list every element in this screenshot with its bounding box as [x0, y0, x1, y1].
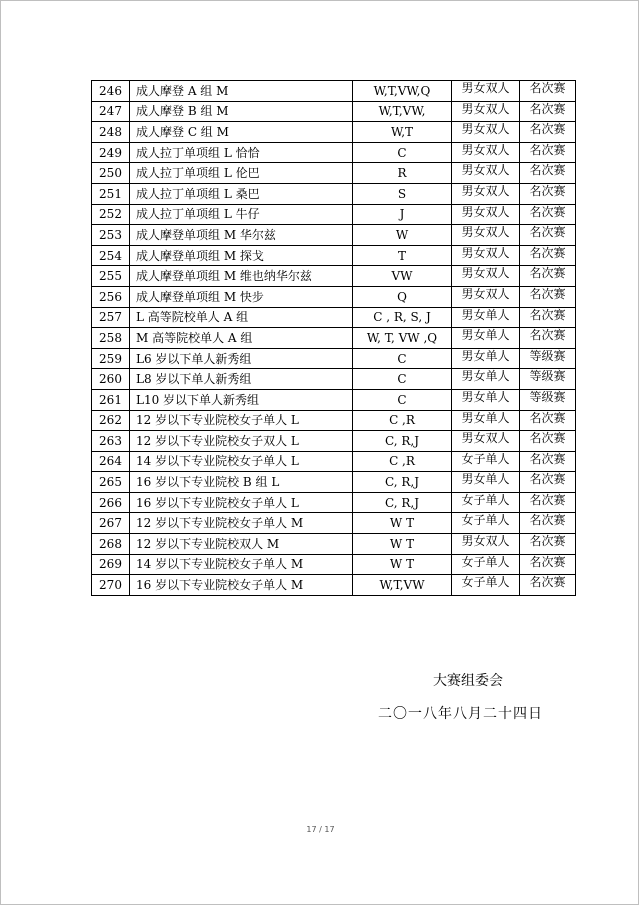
entry-type-cell: 男女双人	[452, 245, 520, 266]
table-row	[92, 328, 576, 349]
dances-cell: W T	[353, 554, 452, 575]
entry-type-cell: 男女双人	[452, 163, 520, 184]
entry-type-cell: 男女双人	[452, 142, 520, 163]
entry-type-cell: 男女双人	[452, 286, 520, 307]
entry-type-cell: 女子单人	[452, 554, 520, 575]
entry-type-cell: 男女双人	[452, 204, 520, 225]
table-row	[92, 575, 576, 596]
event-number-cell: 256	[92, 286, 130, 307]
entry-type-cell: 男女双人	[452, 183, 520, 204]
competition-kind-cell: 名次赛	[520, 431, 576, 452]
dances-cell: S	[353, 183, 452, 204]
competition-kind-cell: 名次赛	[520, 328, 576, 349]
event-name-cell: L8 岁以下单人新秀组	[130, 369, 353, 390]
table-row	[92, 122, 576, 143]
entry-type-cell: 男女单人	[452, 328, 520, 349]
dances-cell: C, R,J	[353, 431, 452, 452]
entry-type-cell: 男女双人	[452, 266, 520, 287]
dances-cell: W,T,VW,Q	[353, 81, 452, 102]
table-row	[92, 266, 576, 287]
table-row	[92, 472, 576, 493]
table-row	[92, 163, 576, 184]
event-number-cell: 261	[92, 389, 130, 410]
entry-type-cell: 男女双人	[452, 534, 520, 555]
event-name-cell: 16 岁以下专业院校女子单人 L	[130, 492, 353, 513]
event-number-cell: 268	[92, 534, 130, 555]
event-name-cell: 16 岁以下专业院校 B 组 L	[130, 472, 353, 493]
dances-cell: W,T,VW	[353, 575, 452, 596]
competition-kind-cell: 名次赛	[520, 307, 576, 328]
competition-kind-cell: 名次赛	[520, 410, 576, 431]
table-row	[92, 142, 576, 163]
event-number-cell: 269	[92, 554, 130, 575]
table-row	[92, 183, 576, 204]
event-name-cell: 成人摩登 B 组 M	[130, 101, 353, 122]
event-table-body	[92, 81, 576, 596]
event-number-cell: 247	[92, 101, 130, 122]
competition-kind-cell: 名次赛	[520, 101, 576, 122]
entry-type-cell: 女子单人	[452, 513, 520, 534]
event-name-cell: L10 岁以下单人新秀组	[130, 389, 353, 410]
table-row	[92, 389, 576, 410]
dances-cell: W T	[353, 534, 452, 555]
event-name-cell: L6 岁以下单人新秀组	[130, 348, 353, 369]
dances-cell: J	[353, 204, 452, 225]
event-name-cell: 14 岁以下专业院校女子单人 L	[130, 451, 353, 472]
competition-kind-cell: 名次赛	[520, 142, 576, 163]
entry-type-cell: 男女双人	[452, 81, 520, 102]
competition-kind-cell: 名次赛	[520, 122, 576, 143]
event-name-cell: 成人摩登单项组 M 华尔兹	[130, 225, 353, 246]
competition-kind-cell: 等级赛	[520, 369, 576, 390]
dances-cell: W, T, VW ,Q	[353, 328, 452, 349]
competition-kind-cell: 名次赛	[520, 534, 576, 555]
event-table	[91, 80, 576, 596]
event-name-cell: 成人摩登 C 组 M	[130, 122, 353, 143]
event-name-cell: 成人摩登单项组 M 快步	[130, 286, 353, 307]
competition-kind-cell: 名次赛	[520, 513, 576, 534]
event-name-cell: M 高等院校单人 A 组	[130, 328, 353, 349]
event-name-cell: 12 岁以下专业院校女子双人 L	[130, 431, 353, 452]
event-name-cell: 12 岁以下专业院校双人 M	[130, 534, 353, 555]
entry-type-cell: 男女单人	[452, 472, 520, 493]
competition-kind-cell: 名次赛	[520, 183, 576, 204]
dances-cell: VW	[353, 266, 452, 287]
event-number-cell: 263	[92, 431, 130, 452]
competition-kind-cell: 名次赛	[520, 575, 576, 596]
table-row	[92, 307, 576, 328]
entry-type-cell: 女子单人	[452, 451, 520, 472]
dances-cell: C	[353, 389, 452, 410]
event-name-cell: 成人摩登单项组 M 探戈	[130, 245, 353, 266]
event-name-cell: 成人拉丁单项组 L 恰恰	[130, 142, 353, 163]
dances-cell: C, R,J	[353, 472, 452, 493]
entry-type-cell: 男女双人	[452, 101, 520, 122]
dances-cell: W,T,VW,	[353, 101, 452, 122]
event-name-cell: 成人拉丁单项组 L 牛仔	[130, 204, 353, 225]
table-row	[92, 286, 576, 307]
table-row	[92, 431, 576, 452]
table-row	[92, 204, 576, 225]
event-name-cell: L 高等院校单人 A 组	[130, 307, 353, 328]
table-row	[92, 245, 576, 266]
document-date: 二〇一八年八月二十四日	[378, 706, 543, 722]
dances-cell: C	[353, 348, 452, 369]
competition-kind-cell: 名次赛	[520, 266, 576, 287]
dances-cell: T	[353, 245, 452, 266]
table-row	[92, 410, 576, 431]
entry-type-cell: 女子单人	[452, 575, 520, 596]
event-number-cell: 249	[92, 142, 130, 163]
competition-kind-cell: 名次赛	[520, 451, 576, 472]
table-row	[92, 492, 576, 513]
competition-kind-cell: 名次赛	[520, 245, 576, 266]
entry-type-cell: 男女单人	[452, 307, 520, 328]
event-number-cell: 250	[92, 163, 130, 184]
event-number-cell: 258	[92, 328, 130, 349]
event-name-cell: 12 岁以下专业院校女子单人 M	[130, 513, 353, 534]
event-number-cell: 257	[92, 307, 130, 328]
event-number-cell: 264	[92, 451, 130, 472]
table-row	[92, 534, 576, 555]
competition-kind-cell: 名次赛	[520, 472, 576, 493]
event-number-cell: 260	[92, 369, 130, 390]
entry-type-cell: 男女单人	[452, 348, 520, 369]
event-number-cell: 270	[92, 575, 130, 596]
event-number-cell: 259	[92, 348, 130, 369]
event-name-cell: 12 岁以下专业院校女子单人 L	[130, 410, 353, 431]
event-number-cell: 254	[92, 245, 130, 266]
entry-type-cell: 男女双人	[452, 431, 520, 452]
competition-kind-cell: 等级赛	[520, 348, 576, 369]
competition-kind-cell: 名次赛	[520, 81, 576, 102]
table-row	[92, 554, 576, 575]
dances-cell: C	[353, 369, 452, 390]
event-number-cell: 267	[92, 513, 130, 534]
organizer-signature: 大赛组委会	[433, 673, 503, 689]
event-name-cell: 成人拉丁单项组 L 伦巴	[130, 163, 353, 184]
competition-kind-cell: 名次赛	[520, 492, 576, 513]
page-number: 17 / 17	[306, 825, 335, 834]
dances-cell: C , R, S, J	[353, 307, 452, 328]
event-name-cell: 成人拉丁单项组 L 桑巴	[130, 183, 353, 204]
entry-type-cell: 男女双人	[452, 225, 520, 246]
table-row	[92, 369, 576, 390]
event-name-cell: 14 岁以下专业院校女子单人 M	[130, 554, 353, 575]
event-number-cell: 265	[92, 472, 130, 493]
entry-type-cell: 男女双人	[452, 122, 520, 143]
competition-kind-cell: 名次赛	[520, 204, 576, 225]
dances-cell: C, R,J	[353, 492, 452, 513]
event-number-cell: 253	[92, 225, 130, 246]
competition-kind-cell: 名次赛	[520, 554, 576, 575]
event-number-cell: 266	[92, 492, 130, 513]
event-number-cell: 246	[92, 81, 130, 102]
competition-kind-cell: 名次赛	[520, 286, 576, 307]
event-number-cell: 248	[92, 122, 130, 143]
table-row	[92, 348, 576, 369]
table-row	[92, 451, 576, 472]
competition-kind-cell: 名次赛	[520, 225, 576, 246]
entry-type-cell: 男女单人	[452, 410, 520, 431]
entry-type-cell: 男女单人	[452, 389, 520, 410]
event-number-cell: 262	[92, 410, 130, 431]
dances-cell: C	[353, 142, 452, 163]
dances-cell: R	[353, 163, 452, 184]
event-number-cell: 255	[92, 266, 130, 287]
entry-type-cell: 男女单人	[452, 369, 520, 390]
event-name-cell: 16 岁以下专业院校女子单人 M	[130, 575, 353, 596]
event-number-cell: 252	[92, 204, 130, 225]
table-row	[92, 225, 576, 246]
dances-cell: W	[353, 225, 452, 246]
table-row	[92, 101, 576, 122]
dances-cell: C ,R	[353, 410, 452, 431]
table-row	[92, 81, 576, 102]
dances-cell: Q	[353, 286, 452, 307]
event-name-cell: 成人摩登 A 组 M	[130, 81, 353, 102]
competition-kind-cell: 等级赛	[520, 389, 576, 410]
dances-cell: W T	[353, 513, 452, 534]
dances-cell: W,T	[353, 122, 452, 143]
event-number-cell: 251	[92, 183, 130, 204]
competition-kind-cell: 名次赛	[520, 163, 576, 184]
table-row	[92, 513, 576, 534]
entry-type-cell: 女子单人	[452, 492, 520, 513]
event-name-cell: 成人摩登单项组 M 维也纳华尔兹	[130, 266, 353, 287]
dances-cell: C ,R	[353, 451, 452, 472]
